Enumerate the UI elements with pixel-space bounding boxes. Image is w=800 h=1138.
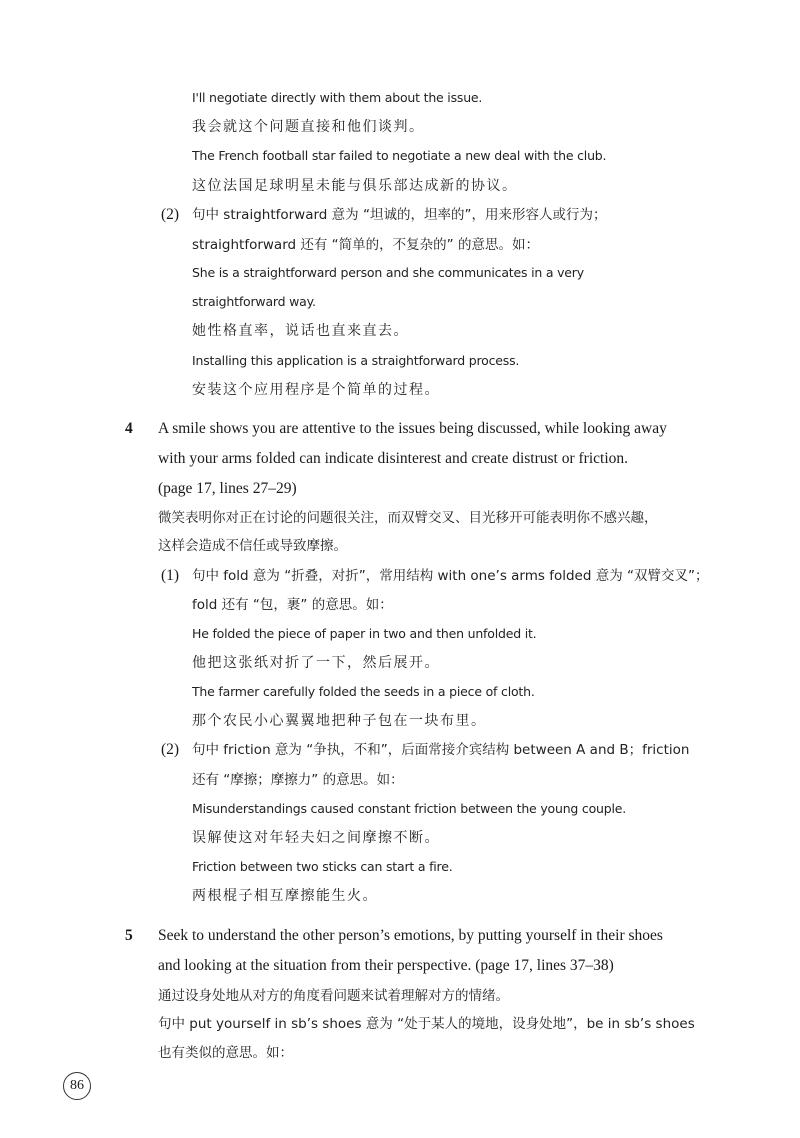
example-en: She is a straightforward person and she communicates in a very [192,265,584,280]
example-zh: 她性格直率，说话也直来直去。 [192,323,409,339]
page-number: 86 [63,1072,91,1100]
note-text: fold 还有 “包，裹” 的意思。如： [192,597,393,613]
note-marker: (1) [161,567,180,584]
example-zh: 他把这张纸对折了一下，然后展开。 [192,655,440,671]
example-en: The farmer carefully folded the seeds in a piece of cloth. [192,684,535,699]
key-sentence: and looking at the situation from their perspective. (page 17, lines 37–38) [158,957,614,974]
example-en: straightforward way. [192,294,316,309]
item-number: 5 [125,927,133,944]
item-number: 4 [125,420,133,437]
note-text: 还有 “摩擦；摩擦力” 的意思。如： [192,772,404,788]
example-zh: 我会就这个问题直接和他们谈判。 [192,119,425,135]
example-zh: 两根棍子相互摩擦能生火。 [192,888,378,904]
example-zh: 误解使这对年轻夫妇之间摩擦不断。 [192,830,440,846]
example-en: I'll negotiate directly with them about the issue. [192,90,483,105]
example-zh: 这位法国足球明星未能与俱乐部达成新的协议。 [192,178,518,194]
note-text: straightforward 还有 “简单的，不复杂的” 的意思。如： [192,237,539,253]
translation: 通过设身处地从对方的角度看问题来试着理解对方的情绪。 [158,988,509,1004]
example-zh: 安装这个应用程序是个简单的过程。 [192,382,440,398]
note-text: 句中 straightforward 意为 “坦诚的，坦率的”，用来形容人或行为； [192,207,607,223]
translation: 微笑表明你对正在讨论的问题很关注，而双臂交叉、目光移开可能表明你不感兴趣， [158,510,658,526]
example-zh: 那个农民小心翼翼地把种子包在一块布里。 [192,713,487,729]
example-en: The French football star failed to negotiate a new deal with the club. [192,148,607,163]
key-sentence: Seek to understand the other person’s emotions, by putting yourself in their shoes [158,927,663,944]
page-reference: (page 17, lines 27–29) [158,480,297,497]
key-sentence: A smile shows you are attentive to the issues being discussed, while looking away [158,420,667,437]
example-en: Misunderstandings caused constant friction between the young couple. [192,801,627,816]
note-text: 句中 friction 意为 “争执，不和”，后面常接介宾结构 between A and B；friction [192,742,690,758]
example-en: Installing this application is a straightforward process. [192,353,520,368]
note-marker: (2) [161,741,180,758]
note-text: 句中 put yourself in sb’s shoes 意为 “处于某人的境地，设身处地”，be in sb’s shoes [158,1016,695,1032]
key-sentence: with your arms folded can indicate disinterest and create distrust or friction. [158,450,629,467]
example-en: Friction between two sticks can start a fire. [192,859,453,874]
note-marker: (2) [161,206,180,223]
note-text: 也有类似的意思。如： [158,1045,293,1061]
note-text: 句中 fold 意为 “折叠，对折”，常用结构 with one’s arms folded 意为 “双臂交叉”； [192,568,709,584]
translation: 这样会造成不信任或导致摩擦。 [158,538,347,554]
example-en: He folded the piece of paper in two and then unfolded it. [192,626,537,641]
